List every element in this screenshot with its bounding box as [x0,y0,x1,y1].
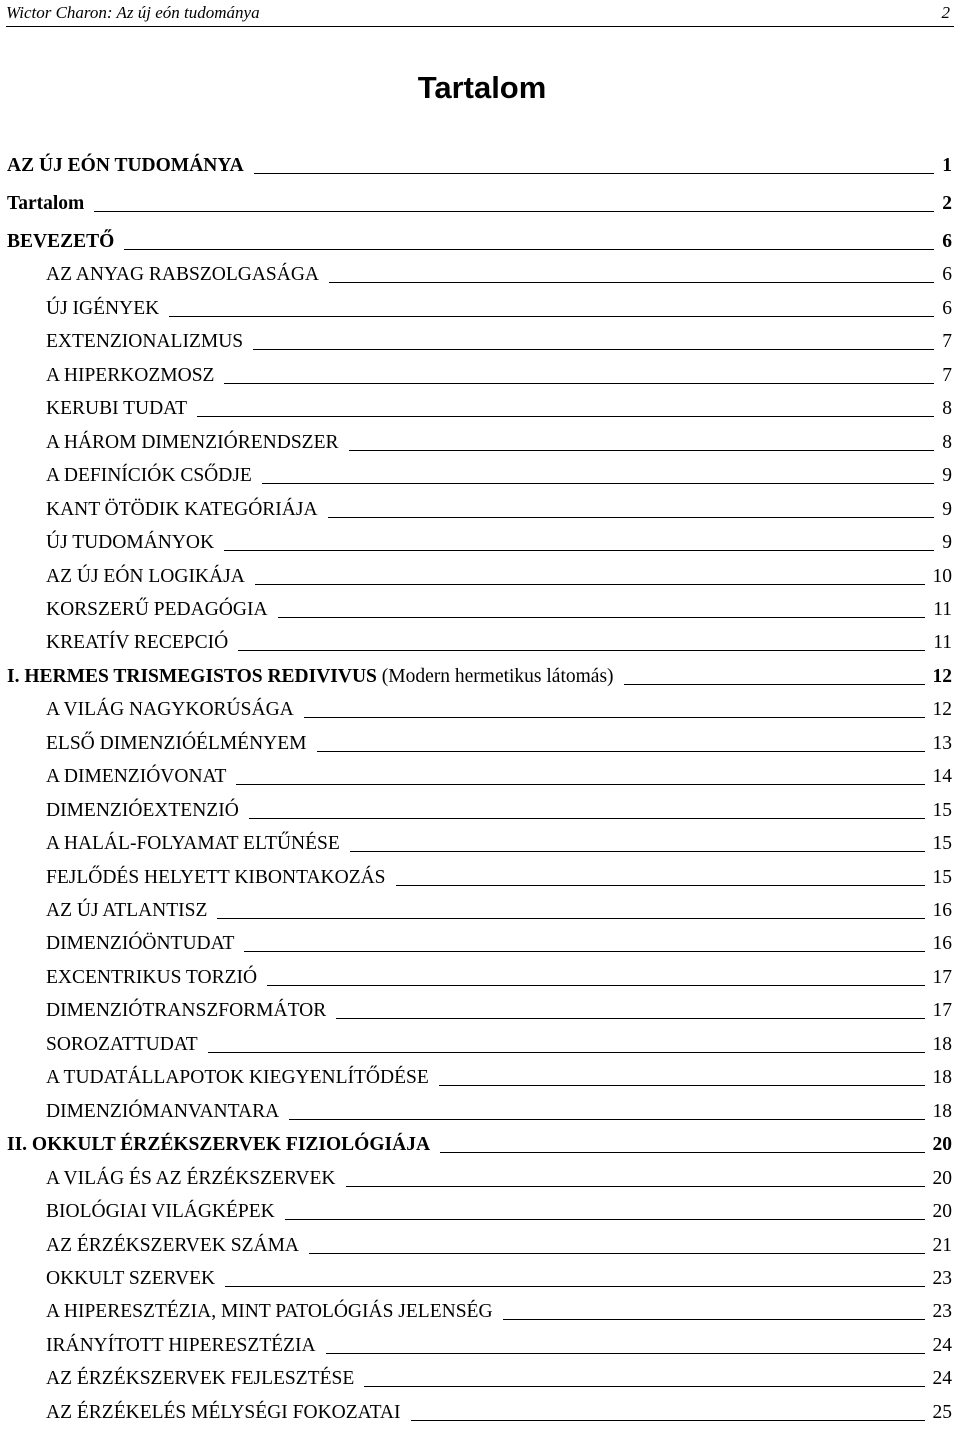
running-header [6,0,954,27]
toc-entry-page-number: 9 [942,498,952,520]
toc-entry-text: AZ ÚJ EÓN TUDOMÁNYA [7,155,244,176]
toc-entry-title [46,631,228,655]
toc-entry-title [46,1267,215,1291]
toc-entry[interactable] [46,1234,952,1258]
toc-entry-text: BIOLÓGIAI VILÁGKÉPEK [46,1201,275,1223]
toc-entry-title [46,598,268,622]
toc-entry-text: AZ ÚJ ATLANTISZ [46,900,208,921]
toc-entry[interactable] [46,765,952,789]
toc-entry-title [46,1066,429,1090]
toc-entry[interactable] [7,665,952,689]
toc-leader-line [254,173,935,174]
toc-entry-title [7,230,114,254]
toc-entry-text: KORSZERŰ PEDAGÓGIA [46,598,268,620]
toc-entry[interactable] [7,230,952,254]
toc-entry[interactable] [46,464,952,488]
toc-leader-line [289,1119,924,1120]
toc-entry-page-number: 7 [942,331,952,353]
toc-entry-page-number: 18 [932,1100,952,1122]
toc-entry[interactable] [46,498,952,522]
toc-entry[interactable] [46,1167,952,1191]
toc-entry-page-number: 14 [932,766,952,788]
toc-entry-page-number: 12 [932,665,952,687]
toc-entry-page-number: 17 [932,1000,952,1022]
toc-entry-page-number: 23 [932,1301,952,1323]
toc-entry-title [7,665,614,689]
toc-entry[interactable] [46,799,952,823]
toc-entry-text: KERUBI TUDAT [46,398,188,420]
toc-entry-page-number: 6 [942,297,952,319]
toc-entry-text: DIMENZIÓMANVANTARA [46,1100,280,1122]
toc-entry-text: EXCENTRIKUS TORZIÓ [46,966,258,988]
toc-entry-title [46,1200,275,1224]
toc-entry-title [46,732,307,756]
toc-leader-line [285,1219,925,1220]
toc-entry-title [46,765,226,789]
toc-entry-title [46,1234,299,1258]
toc-leader-line [262,483,934,484]
toc-leader-line [440,1152,924,1153]
toc-entry-title [46,565,245,589]
toc-entry-text: A DEFINÍCIÓK CSŐDJE [46,465,252,487]
toc-entry-text: ÚJ IGÉNYEK [46,297,160,319]
toc-entry-text: EXTENZIONALIZMUS [46,331,244,353]
toc-leader-line [317,751,925,752]
toc-entry[interactable] [46,330,952,354]
toc-leader-line [396,885,925,886]
toc-entry[interactable] [46,1100,952,1124]
toc-leader-line [249,818,925,819]
toc-entry-title [46,1367,354,1391]
toc-entry-page-number: 16 [932,933,952,955]
toc-leader-line [624,684,925,685]
toc-entry-page-number: 7 [942,364,952,386]
toc-leader-line [278,617,926,618]
page-title: Tartalom [417,70,547,105]
toc-entry[interactable] [46,698,952,722]
toc-entry-page-number: 23 [932,1267,952,1289]
toc-entry-page-number: 2 [942,193,952,214]
toc-entry-title [7,154,244,178]
toc-leader-line [169,316,934,317]
toc-entry-title [46,1100,279,1124]
toc-entry-page-number: 1 [942,155,952,176]
toc-entry-text: AZ ÉRZÉKELÉS MÉLYSÉGI FOKOZATAI [46,1401,401,1423]
toc-entry-page-number: 8 [942,431,952,453]
toc-leader-line [336,1018,924,1019]
toc-entry-title [46,698,294,722]
toc-entry-page-number: 24 [932,1334,952,1356]
toc-leader-line [309,1253,924,1254]
toc-entry-text: KREATÍV RECEPCIÓ [46,632,229,654]
toc-leader-line [224,550,934,551]
toc-leader-line [208,1052,925,1053]
toc-entry-text: A VILÁG ÉS AZ ÉRZÉKSZERVEK [46,1167,336,1189]
toc-entry-page-number: 21 [932,1234,952,1256]
toc-entry-text: DIMENZIÓTRANSZFORMÁTOR [46,1000,327,1022]
toc-entry-title [46,866,386,890]
toc-leader-line [346,1186,925,1187]
toc-entry[interactable] [46,431,952,455]
toc-entry-page-number: 8 [942,398,952,420]
toc-entry-page-number: 12 [932,699,952,721]
toc-entry[interactable] [46,832,952,856]
toc-entry-page-number: 15 [932,799,952,821]
toc-entry-page-number: 16 [932,900,952,921]
toc-leader-line [238,650,925,651]
toc-entry-title [46,1033,198,1057]
toc-entry-text: A HALÁL-FOLYAMAT ELTŰNÉSE [46,833,340,855]
toc-entry-title [46,799,239,823]
toc-entry-title [46,1401,401,1425]
toc-entry-text: BEVEZETŐ [7,231,115,252]
toc-entry-title [46,932,234,956]
toc-leader-line [364,1386,924,1387]
toc-entry[interactable] [46,1401,952,1425]
toc-entry-page-number: 9 [942,465,952,487]
toc-entry-text: AZ ÚJ EÓN LOGIKÁJA [46,565,245,587]
toc-entry[interactable] [46,932,952,956]
toc-entry[interactable] [46,732,952,756]
toc-entry-page-number: 18 [932,1067,952,1089]
toc-entry-text: A VILÁG NAGYKORÚSÁGA [46,699,294,721]
toc-entry-page-number: 9 [942,532,952,554]
toc-entry-text: A HÁROM DIMENZIÓRENDSZER [46,431,339,453]
toc-leader-line [267,985,924,986]
toc-leader-line [503,1319,925,1320]
toc-entry[interactable] [46,263,952,287]
toc-entry[interactable] [46,297,952,321]
toc-entry-title [46,899,207,923]
toc-entry-title [46,966,257,990]
toc-leader-line [124,249,934,250]
toc-leader-line [326,1353,925,1354]
toc-leader-line [350,851,925,852]
toc-entry-title [46,397,187,421]
toc-leader-line [329,282,934,283]
toc-entry-page-number: 24 [932,1368,952,1390]
toc-entry-page-number: 11 [933,632,952,654]
toc-leader-line [224,383,934,384]
toc-entry-text: A TUDATÁLLAPOTOK KIEGYENLÍTŐDÉSE [46,1067,429,1089]
toc-entry[interactable] [46,531,952,555]
toc-entry-text: DIMENZIÓÖNTUDAT [46,933,235,955]
toc-entry-text: FEJLŐDÉS HELYETT KIBONTAKOZÁS [46,866,386,888]
toc-entry-text: KANT ÖTÖDIK KATEGÓRIÁJA [46,498,318,520]
toc-entry[interactable] [7,154,952,178]
toc-entry-title [46,330,243,354]
toc-leader-line [349,450,935,451]
toc-entry-title [46,531,214,555]
toc-entry[interactable] [46,1200,952,1224]
toc-entry[interactable] [46,999,952,1023]
toc-leader-line [411,1420,925,1421]
toc-entry-text: IRÁNYÍTOTT HIPERESZTÉZIA [46,1334,316,1356]
toc-entry-title [7,1133,430,1157]
toc-entry-page-number: 18 [932,1033,952,1055]
toc-entry-page-number: 20 [932,1167,952,1189]
toc-leader-line [304,717,925,718]
toc-entry-text: ELSŐ DIMENZIÓÉLMÉNYEM [46,732,307,754]
toc-entry-text: A HIPERKOZMOSZ [46,364,215,386]
toc-entry-text: SOROZATTUDAT [46,1033,198,1055]
toc-entry-title [46,1300,493,1324]
toc-entry-text: AZ ÉRZÉKSZERVEK FEJLESZTÉSE [46,1368,355,1390]
toc-entry-page-number: 25 [932,1401,952,1423]
toc-leader-line [225,1286,924,1287]
toc-entry-text: AZ ÉRZÉKSZERVEK SZÁMA [46,1234,300,1256]
toc-entry-text: II. OKKULT ÉRZÉKSZERVEK FIZIOLÓGIÁJA [7,1134,431,1156]
toc-entry-title [46,364,214,388]
toc-leader-line [328,517,935,518]
toc-entry-page-number: 10 [932,565,952,587]
toc-entry-page-number: 11 [933,598,952,620]
toc-entry-title [46,1334,316,1358]
toc-entry-text: ÚJ TUDOMÁNYOK [46,532,215,554]
toc-leader-line [439,1085,925,1086]
toc-entry-page-number: 20 [932,1134,952,1156]
toc-entry[interactable] [46,1334,952,1358]
toc-entry[interactable] [46,631,952,655]
toc-entry[interactable] [46,397,952,421]
toc-entry[interactable] [46,565,952,589]
toc-entry-title [46,999,326,1023]
toc-entry-text: DIMENZIÓEXTENZIÓ [46,799,239,821]
toc-leader-line [197,416,934,417]
toc-entry-page-number: 13 [932,732,952,754]
toc-entry-subtitle: (Modern hermetikus látomás) [381,665,614,687]
toc-entry[interactable] [46,966,952,990]
toc-entry-page-number: 17 [932,966,952,988]
toc-entry-title [46,464,252,488]
header-author-title: Wictor Charon: Az új eón tudománya [6,3,260,22]
toc-entry[interactable] [7,192,952,216]
toc-entry-text: A DIMENZIÓVONAT [46,766,227,788]
toc-entry-page-number: 15 [932,866,952,888]
toc-entry[interactable] [46,598,952,622]
toc-entry-text: AZ ANYAG RABSZOLGASÁGA [46,264,320,286]
header-page-number: 2 [941,3,950,22]
toc-entry-page-number: 6 [942,264,952,286]
toc-entry-title [7,192,84,216]
toc-leader-line [244,951,924,952]
toc-entry-title [46,431,339,455]
toc-entry-page-number: 6 [942,231,952,252]
toc-entry-page-number: 15 [932,833,952,855]
toc-entry-title [46,263,319,287]
toc-entry[interactable] [46,364,952,388]
toc-leader-line [94,211,934,212]
toc-leader-line [255,584,925,585]
toc-leader-line [236,784,924,785]
toc-entry[interactable] [7,1133,952,1157]
toc-entry-title [46,297,159,321]
toc-leader-line [253,349,934,350]
toc-entry[interactable] [46,1033,952,1057]
toc-entry[interactable] [46,1367,952,1391]
toc-entry-title [46,1167,336,1191]
toc-entry-text: A HIPERESZTÉZIA, MINT PATOLÓGIÁS JELENSÉG [46,1301,493,1323]
toc-entry-text: I. HERMES TRISMEGISTOS REDIVIVUS [7,665,377,687]
toc-entry[interactable] [46,1267,952,1291]
toc-entry[interactable] [46,1300,952,1324]
toc-entry-text: Tartalom [7,193,85,214]
toc-leader-line [217,918,924,919]
toc-entry-page-number: 20 [932,1201,952,1223]
toc-entry[interactable] [46,899,952,923]
toc-entry-title [46,832,340,856]
toc-entry-text: OKKULT SZERVEK [46,1267,216,1289]
toc-entry-title [46,498,318,522]
toc-entry[interactable] [46,866,952,890]
toc-entry[interactable] [46,1066,952,1090]
